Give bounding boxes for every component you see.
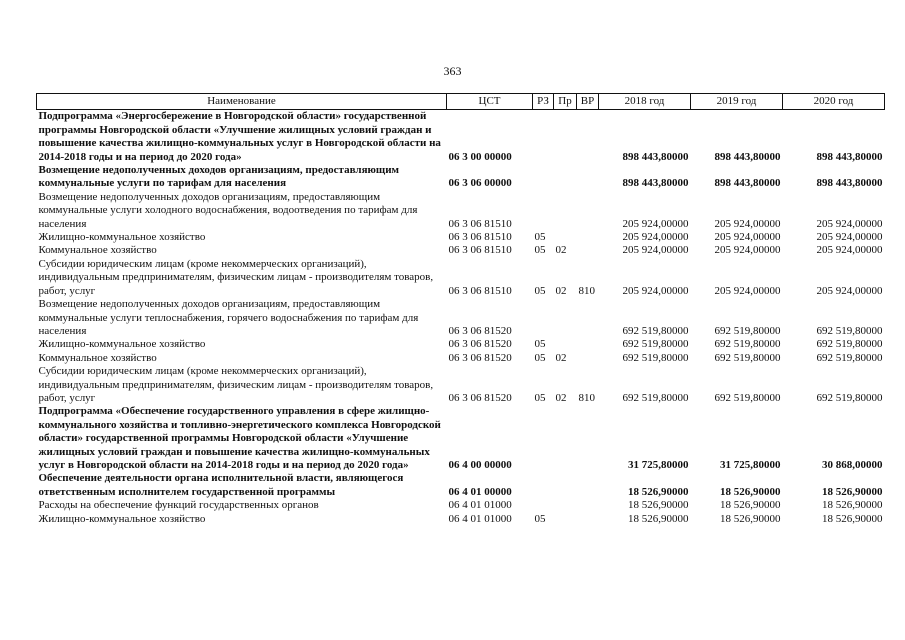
cell-2019: 205 924,00000	[714, 217, 781, 230]
cell-2020: 898 443,80000	[816, 177, 883, 190]
cell-2018: 692 519,80000	[622, 324, 689, 337]
table-row	[37, 110, 885, 164]
cell-cst: 06 3 06 81510	[448, 284, 512, 297]
cell-name: Расходы на обеспечение функций государственных органов	[38, 499, 319, 512]
cell-2018: 898 443,80000	[622, 177, 689, 190]
cell-cst: 06 3 06 81520	[448, 391, 512, 404]
cell-2019: 18 526,90000	[720, 512, 781, 525]
table-body	[37, 110, 885, 526]
cell-cst: 06 3 06 00000	[448, 177, 512, 190]
table-row	[37, 513, 885, 526]
cell-name: Субсидии юридическим лицам (кроме некоммерческих организаций), индивидуальным предпринимателям, физическим лицам - производителям товаров, работ, услуг	[38, 257, 434, 297]
cell-name: Субсидии юридическим лицам (кроме некоммерческих организаций), индивидуальным предпринимателям, физическим лицам - производителям товаров, работ, услуг	[38, 365, 434, 404]
cell-rz: 05	[534, 351, 546, 364]
cell-vr	[577, 338, 599, 351]
table-header-row	[37, 94, 885, 110]
cell-cst: 06 3 06 81520	[448, 351, 512, 364]
cell-2019: 18 526,90000	[720, 485, 781, 498]
header-2019: 2019 год	[691, 94, 783, 110]
table-row	[37, 258, 885, 298]
table-row	[37, 298, 885, 338]
table-row	[37, 231, 885, 244]
cell-2020: 18 526,90000	[822, 499, 883, 512]
table-row	[37, 244, 885, 257]
cell-vr	[577, 405, 599, 472]
cell-name: Жилищно-коммунальное хозяйство	[38, 338, 206, 351]
cell-rz: 05	[534, 338, 546, 351]
cell-pr	[554, 298, 577, 338]
cell-2020: 205 924,00000	[816, 217, 883, 230]
cell-pr: 02	[555, 351, 567, 364]
cell-pr	[554, 164, 577, 191]
cell-2018: 692 519,80000	[622, 351, 689, 364]
cell-2019: 692 519,80000	[714, 338, 781, 351]
cell-rz	[533, 298, 554, 338]
cell-pr	[554, 191, 577, 231]
table-row	[37, 472, 885, 499]
cell-2018: 692 519,80000	[622, 338, 689, 351]
cell-2019: 31 725,80000	[720, 458, 781, 471]
header-vr: ВР	[577, 94, 599, 110]
cell-2019: 18 526,90000	[720, 499, 781, 512]
cell-cst: 06 4 00 00000	[448, 458, 512, 471]
cell-cst: 06 3 06 81520	[448, 338, 512, 351]
cell-2019: 692 519,80000	[714, 391, 781, 404]
cell-2018: 18 526,90000	[628, 499, 689, 512]
cell-cst: 06 4 01 01000	[448, 512, 512, 525]
cell-vr: 810	[578, 284, 595, 297]
cell-name: Обеспечение деятельности органа исполнительной власти, являющегося ответственным исполнителем государственной программы	[38, 472, 404, 498]
cell-rz: 05	[534, 512, 546, 525]
cell-vr	[577, 191, 599, 231]
cell-rz	[533, 191, 554, 231]
cell-2020: 205 924,00000	[816, 284, 883, 297]
cell-name: Возмещение недополученных доходов организациям, предоставляющим коммунальные услуги по тарифам для населения	[38, 164, 400, 190]
table-row	[37, 164, 885, 191]
table-row	[37, 405, 885, 472]
cell-pr	[554, 110, 577, 164]
cell-2019: 205 924,00000	[714, 284, 781, 297]
cell-cst: 06 3 06 81510	[448, 231, 512, 244]
table-row	[37, 352, 885, 365]
cell-rz	[533, 405, 554, 472]
cell-vr	[577, 513, 599, 526]
table-row	[37, 499, 885, 512]
cell-pr	[554, 472, 577, 499]
cell-2018: 205 924,00000	[622, 284, 689, 297]
cell-2018: 205 924,00000	[622, 244, 689, 257]
cell-2019: 898 443,80000	[714, 150, 781, 163]
header-2018: 2018 год	[599, 94, 691, 110]
cell-2020: 692 519,80000	[816, 324, 883, 337]
cell-2020: 18 526,90000	[822, 512, 883, 525]
header-cst: ЦСТ	[447, 94, 533, 110]
cell-rz	[533, 499, 554, 512]
cell-vr	[577, 298, 599, 338]
cell-2019: 205 924,00000	[714, 244, 781, 257]
cell-name: Подпрограмма «Энергосбережение в Новгородской области» государственной программы Новгородской области «Улучшение жилищных условий граждан и повышение качества жилищно-коммунальных услуг в Новгородской области на 2014-2018 годы и на период до 2020 года»	[38, 110, 441, 163]
cell-pr	[554, 231, 577, 244]
cell-pr: 02	[555, 244, 567, 257]
cell-rz: 05	[534, 231, 546, 244]
cell-rz: 05	[534, 391, 546, 404]
cell-pr: 02	[555, 391, 567, 404]
header-name: Наименование	[37, 94, 447, 110]
cell-name: Коммунальное хозяйство	[38, 351, 157, 364]
table-row	[37, 338, 885, 351]
cell-2020: 692 519,80000	[816, 351, 883, 364]
cell-2020: 205 924,00000	[816, 244, 883, 257]
cell-2018: 31 725,80000	[628, 458, 689, 471]
page-number: 363	[443, 64, 462, 78]
cell-rz	[533, 164, 554, 191]
header-pr: Пр	[554, 94, 577, 110]
cell-cst: 06 4 01 01000	[448, 499, 512, 512]
cell-vr	[577, 110, 599, 164]
cell-2020: 898 443,80000	[816, 150, 883, 163]
cell-vr	[577, 472, 599, 499]
cell-2019: 692 519,80000	[714, 324, 781, 337]
cell-2020: 18 526,90000	[822, 485, 883, 498]
cell-2018: 205 924,00000	[622, 217, 689, 230]
cell-pr	[554, 513, 577, 526]
cell-2020: 692 519,80000	[816, 391, 883, 404]
cell-cst: 06 3 06 81520	[448, 324, 512, 337]
header-rz: РЗ	[533, 94, 554, 110]
header-2020: 2020 год	[783, 94, 885, 110]
cell-2018: 18 526,90000	[628, 485, 689, 498]
table-row	[37, 191, 885, 231]
cell-rz: 05	[534, 244, 546, 257]
cell-name: Жилищно-коммунальное хозяйство	[38, 231, 206, 244]
cell-pr	[554, 338, 577, 351]
cell-2019: 692 519,80000	[714, 351, 781, 364]
cell-cst: 06 3 00 00000	[448, 150, 512, 163]
cell-2019: 898 443,80000	[714, 177, 781, 190]
cell-name: Возмещение недополученных доходов организациям, предоставляющим коммунальные услуги теплоснабжения, горячего водоснабжения по тарифам для населения	[38, 298, 419, 337]
cell-rz: 05	[534, 284, 546, 297]
cell-name: Жилищно-коммунальное хозяйство	[38, 512, 206, 525]
cell-2020: 30 868,00000	[822, 458, 883, 471]
cell-2018: 692 519,80000	[622, 391, 689, 404]
cell-pr	[554, 499, 577, 512]
budget-table	[36, 93, 885, 526]
cell-2018: 898 443,80000	[622, 150, 689, 163]
table-row	[37, 365, 885, 405]
cell-vr	[577, 499, 599, 512]
cell-cst: 06 4 01 00000	[448, 485, 512, 498]
cell-pr: 02	[555, 284, 567, 297]
cell-vr	[577, 231, 599, 244]
cell-vr: 810	[578, 391, 595, 404]
cell-name: Коммунальное хозяйство	[38, 244, 157, 257]
cell-2019: 205 924,00000	[714, 231, 781, 244]
cell-rz	[533, 472, 554, 499]
cell-vr	[577, 244, 599, 257]
cell-vr	[577, 352, 599, 365]
cell-rz	[533, 110, 554, 164]
cell-2020: 205 924,00000	[816, 231, 883, 244]
cell-name: Подпрограмма «Обеспечение государственного управления в сфере жилищно-коммунального хозяйства и топливно-энергетического комплекса Новгородской области» государственной программы Новгородской области «Улучшение жилищных условий граждан и повышение качества жилищно-коммунальных услуг в Новгородской области на 2014-2018 годы и на период до 2020 года»	[38, 405, 441, 471]
cell-2020: 692 519,80000	[816, 338, 883, 351]
cell-pr	[554, 405, 577, 472]
cell-name: Возмещение недополученных доходов организациям, предоставляющим коммунальные услуги холодного водоснабжения, водоотведения по тарифам для населения	[38, 190, 418, 230]
cell-2018: 18 526,90000	[628, 512, 689, 525]
cell-vr	[577, 164, 599, 191]
cell-2018: 205 924,00000	[622, 231, 689, 244]
cell-cst: 06 3 06 81510	[448, 244, 512, 257]
cell-cst: 06 3 06 81510	[448, 217, 512, 230]
